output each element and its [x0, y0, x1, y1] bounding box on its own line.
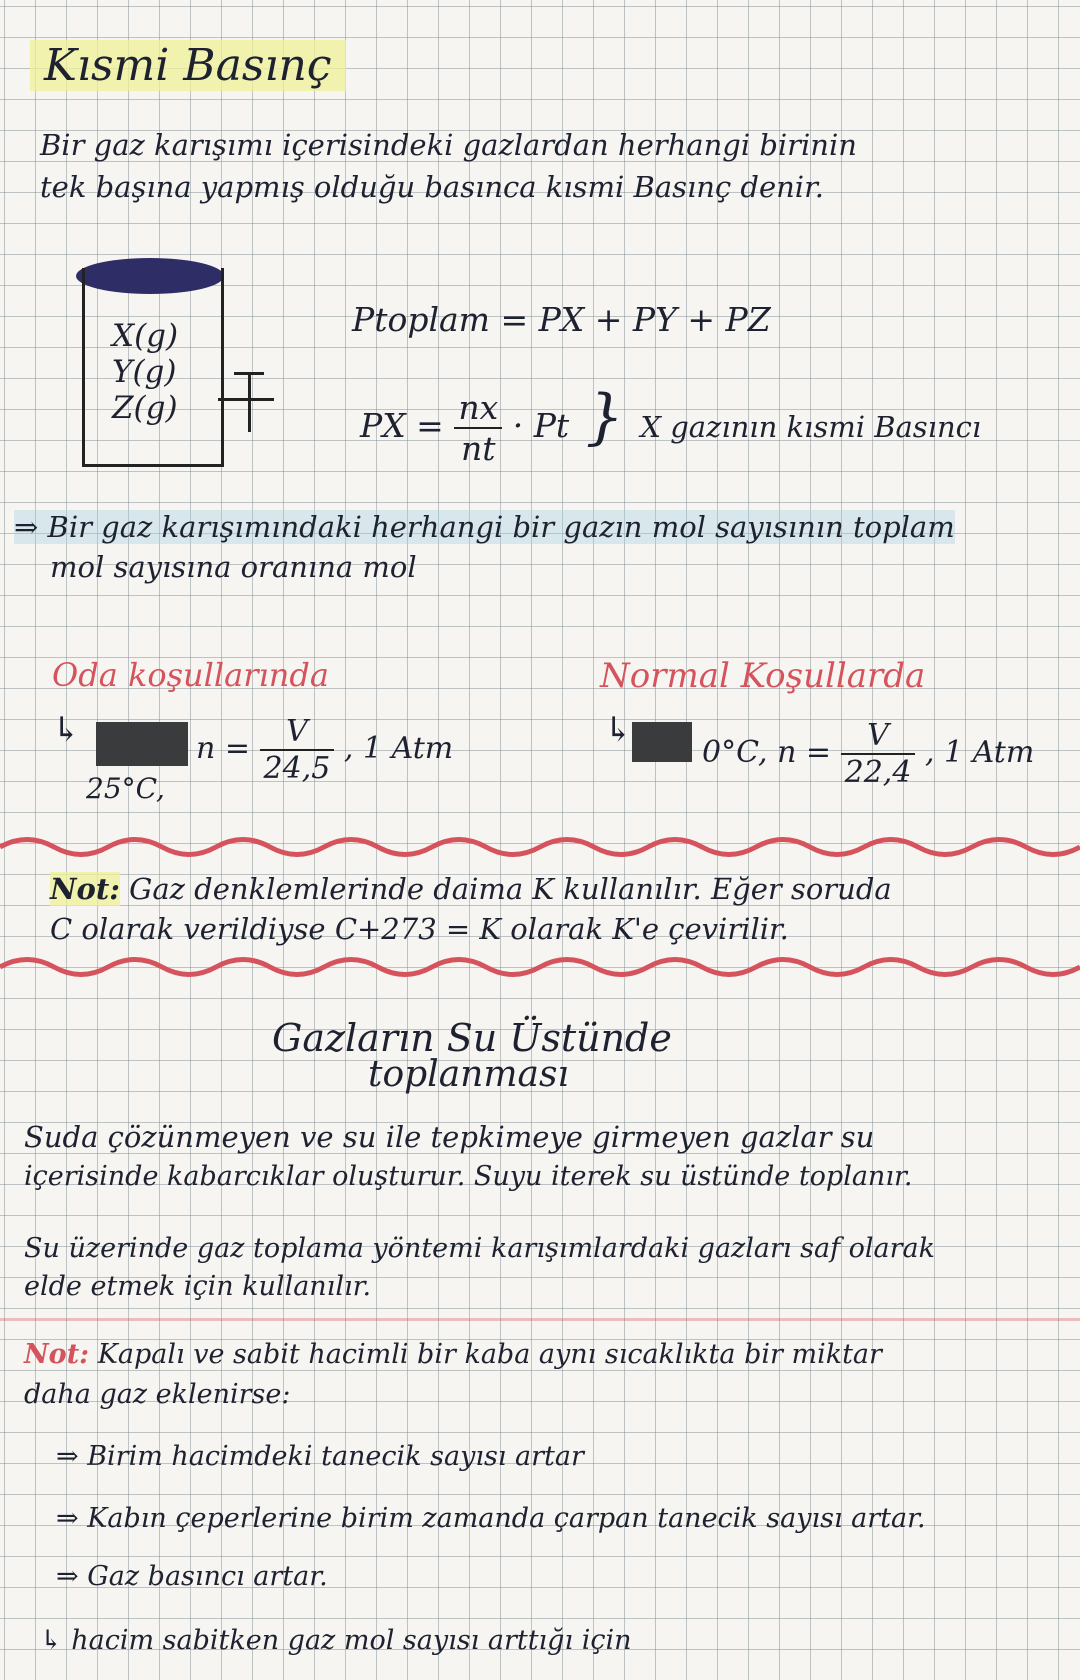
- normal-denominator: 22,4: [844, 755, 912, 790]
- note2-text-1: Kapalı ve sabit hacimli bir kaba aynı sıcaklıkta bir miktar: [97, 1339, 882, 1370]
- room-fraction: [260, 714, 335, 786]
- normal-temp-box: [632, 722, 692, 762]
- note2-conclusion: ↳ hacim sabitken gaz mol sayısı arttığı için: [40, 1625, 632, 1656]
- total-pressure-formula: Ptoplam = PX + PY + PZ: [352, 300, 771, 339]
- section-title-kismi-basinc: Kısmi Basınç: [30, 40, 346, 91]
- beaker-tap-handle: [234, 372, 264, 375]
- room-temp: 25°C,: [86, 772, 165, 805]
- definition-line-2: tek başına yapmış olduğu basınca kısmi Basınç denir.: [40, 170, 824, 204]
- room-temp-box: [96, 722, 188, 766]
- section-title-water-collection-line-2: toplanması: [368, 1054, 569, 1095]
- water-paragraph-2-line-2: elde etmek için kullanılır.: [24, 1271, 372, 1302]
- room-conditions-title: Oda koşullarında: [52, 656, 329, 694]
- normal-temp: 0°C,: [702, 735, 768, 770]
- normal-n-lhs: n =: [777, 735, 832, 770]
- beaker-tap-pipe: [218, 398, 274, 401]
- note1-text-1: Gaz denklemlerinde daima K kullanılır. Eğer soruda: [129, 872, 892, 906]
- faint-pink-divider: [0, 1318, 1080, 1321]
- note2-label: Not:: [24, 1339, 90, 1370]
- mole-fraction-line-2: mol sayısına oranına mol: [50, 550, 417, 584]
- brace: }: [585, 382, 624, 452]
- note2-line-2: daha gaz eklenirse:: [24, 1379, 291, 1410]
- note1-line-2: C olarak verildiyse C+273 = K olarak K'e çevirilir.: [50, 912, 789, 946]
- wavy-divider-bottom: [0, 952, 1080, 982]
- beaker-tap-valve: [248, 372, 251, 432]
- partial-pressure-label: X gazının kısmi Basıncı: [640, 410, 982, 444]
- normal-fraction: [841, 718, 916, 790]
- note2-line-1: [24, 1338, 882, 1372]
- room-mol-formula: [196, 714, 453, 786]
- gas-x-label: X(g): [112, 318, 179, 354]
- partial-rhs: · Pt: [512, 406, 570, 445]
- normal-arrow: ↳: [604, 710, 633, 750]
- normal-mol-formula: [702, 718, 1034, 790]
- water-paragraph-1-line-1: Suda çözünmeyen ve su ile tepkimeye girmeyen gazlar su: [24, 1120, 875, 1154]
- normal-numerator: V: [841, 718, 916, 755]
- note1-label: Not:: [50, 872, 120, 906]
- partial-numerator: nx: [454, 388, 502, 429]
- beaker-gas-labels: [112, 318, 178, 426]
- normal-pressure: , 1 Atm: [924, 735, 1035, 770]
- room-numerator: V: [260, 714, 335, 751]
- room-arrow: ↳: [52, 710, 81, 750]
- note1-line-1: [50, 872, 892, 906]
- normal-conditions-title: Normal Koşullarda: [600, 656, 926, 696]
- note2-bullet-3: ⇒ Gaz basıncı artar.: [56, 1561, 328, 1592]
- partial-fraction: [454, 388, 502, 468]
- wavy-divider-top: [0, 832, 1080, 862]
- note2-bullet-2: ⇒ Kabın çeperlerine birim zamanda çarpan tanecik sayısı artar.: [56, 1503, 926, 1534]
- section-title-water-collection: Gazların Su Üstünde: [272, 1016, 672, 1060]
- note2-bullet-1: ⇒ Birim hacimdeki tanecik sayısı artar: [56, 1441, 584, 1472]
- gas-z-label: Z(g): [112, 390, 178, 426]
- partial-pressure-formula: [360, 382, 981, 468]
- room-pressure: , 1 Atm: [343, 731, 454, 766]
- water-paragraph-1-line-2: içerisinde kabarcıklar oluşturur. Suyu iterek su üstünde toplanır.: [24, 1161, 913, 1192]
- definition-line-1: Bir gaz karışımı içerisindeki gazlardan herhangi birinin: [40, 128, 857, 162]
- water-paragraph-2-line-1: Su üzerinde gaz toplama yöntemi karışımlardaki gazları saf olarak: [24, 1233, 936, 1264]
- mole-fraction-line-1: ⇒ Bir gaz karışımındaki herhangi bir gazın mol sayısının toplam: [14, 510, 955, 544]
- partial-lhs: PX =: [360, 406, 444, 445]
- room-denominator: 24,5: [263, 751, 331, 786]
- partial-denominator: nt: [461, 429, 496, 468]
- room-n-lhs: n =: [196, 731, 250, 766]
- gas-y-label: Y(g): [112, 354, 177, 390]
